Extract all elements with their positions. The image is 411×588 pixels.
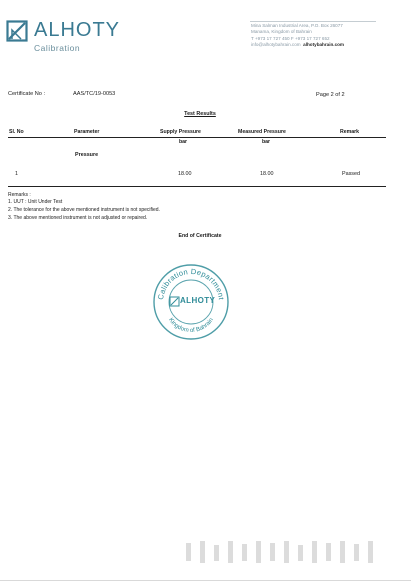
measured-pressure-unit: bar [262, 139, 271, 145]
company-address [251, 23, 401, 49]
remark-item: 3. The above mentioned instrument is not adjusted or repaired. [8, 215, 148, 221]
column-header-remark: Remark [340, 129, 360, 135]
row-supply-pressure: 18.00 [178, 171, 192, 177]
brand-subtitle: Calibration [34, 43, 81, 53]
page-bottom-edge [0, 580, 411, 581]
website-text: alhotybahrain.com [303, 42, 345, 48]
table-header-rule [8, 137, 386, 138]
svg-text:Kingdom of Bahrain [167, 317, 215, 334]
address-rule [250, 21, 376, 22]
address-line: Manama, Kingdom of Bahrain [251, 29, 312, 35]
end-of-certificate: End of Certificate [178, 233, 222, 239]
table-bottom-rule [8, 186, 386, 187]
supply-pressure-unit: bar [179, 139, 188, 145]
row-measured-pressure: 18.00 [260, 171, 274, 177]
remarks-title: Remarks : [8, 192, 31, 198]
stamp-top-text: Calibration Department [156, 266, 226, 301]
certificate-number-label: Certificate No : [8, 91, 45, 97]
phone-line: T +973 17 727 450 F +973 17 727 652 [251, 35, 330, 41]
row-sl-no: 1 [15, 171, 18, 177]
parameter-group-label: Pressure [75, 152, 99, 158]
column-header-parameter: Parameter [74, 129, 100, 135]
row-remark: Passed [342, 171, 360, 177]
column-header-measured-pressure: Measured Pressure [238, 129, 286, 135]
column-header-supply-pressure: Supply Pressure [160, 129, 201, 135]
contact-line [251, 42, 401, 48]
section-title: Test Results [184, 111, 216, 117]
address-line: Mina Salman Industrial Area, P.O. Box 26077 [251, 23, 343, 28]
stamp-logo-text: ALHOTY [180, 296, 216, 305]
remark-item: 1. UUT : Unit Under Test [8, 199, 63, 205]
page-number: Page 2 of 2 [316, 92, 345, 98]
footer-pattern-icon [186, 541, 378, 563]
alhoty-logo-icon [6, 20, 28, 42]
email-text: info@alhotybahrain.com [251, 42, 301, 48]
certificate-number: AAS/TC/19-0053 [73, 91, 116, 97]
brand-name: ALHOTY [34, 19, 121, 41]
stamp-bottom-text: Kingdom of Bahrain [167, 317, 215, 335]
remark-item: 2. The tolerance for the above mentioned instrument is not specified. [8, 207, 160, 213]
column-header-sl-no: Sl. No [9, 129, 24, 135]
